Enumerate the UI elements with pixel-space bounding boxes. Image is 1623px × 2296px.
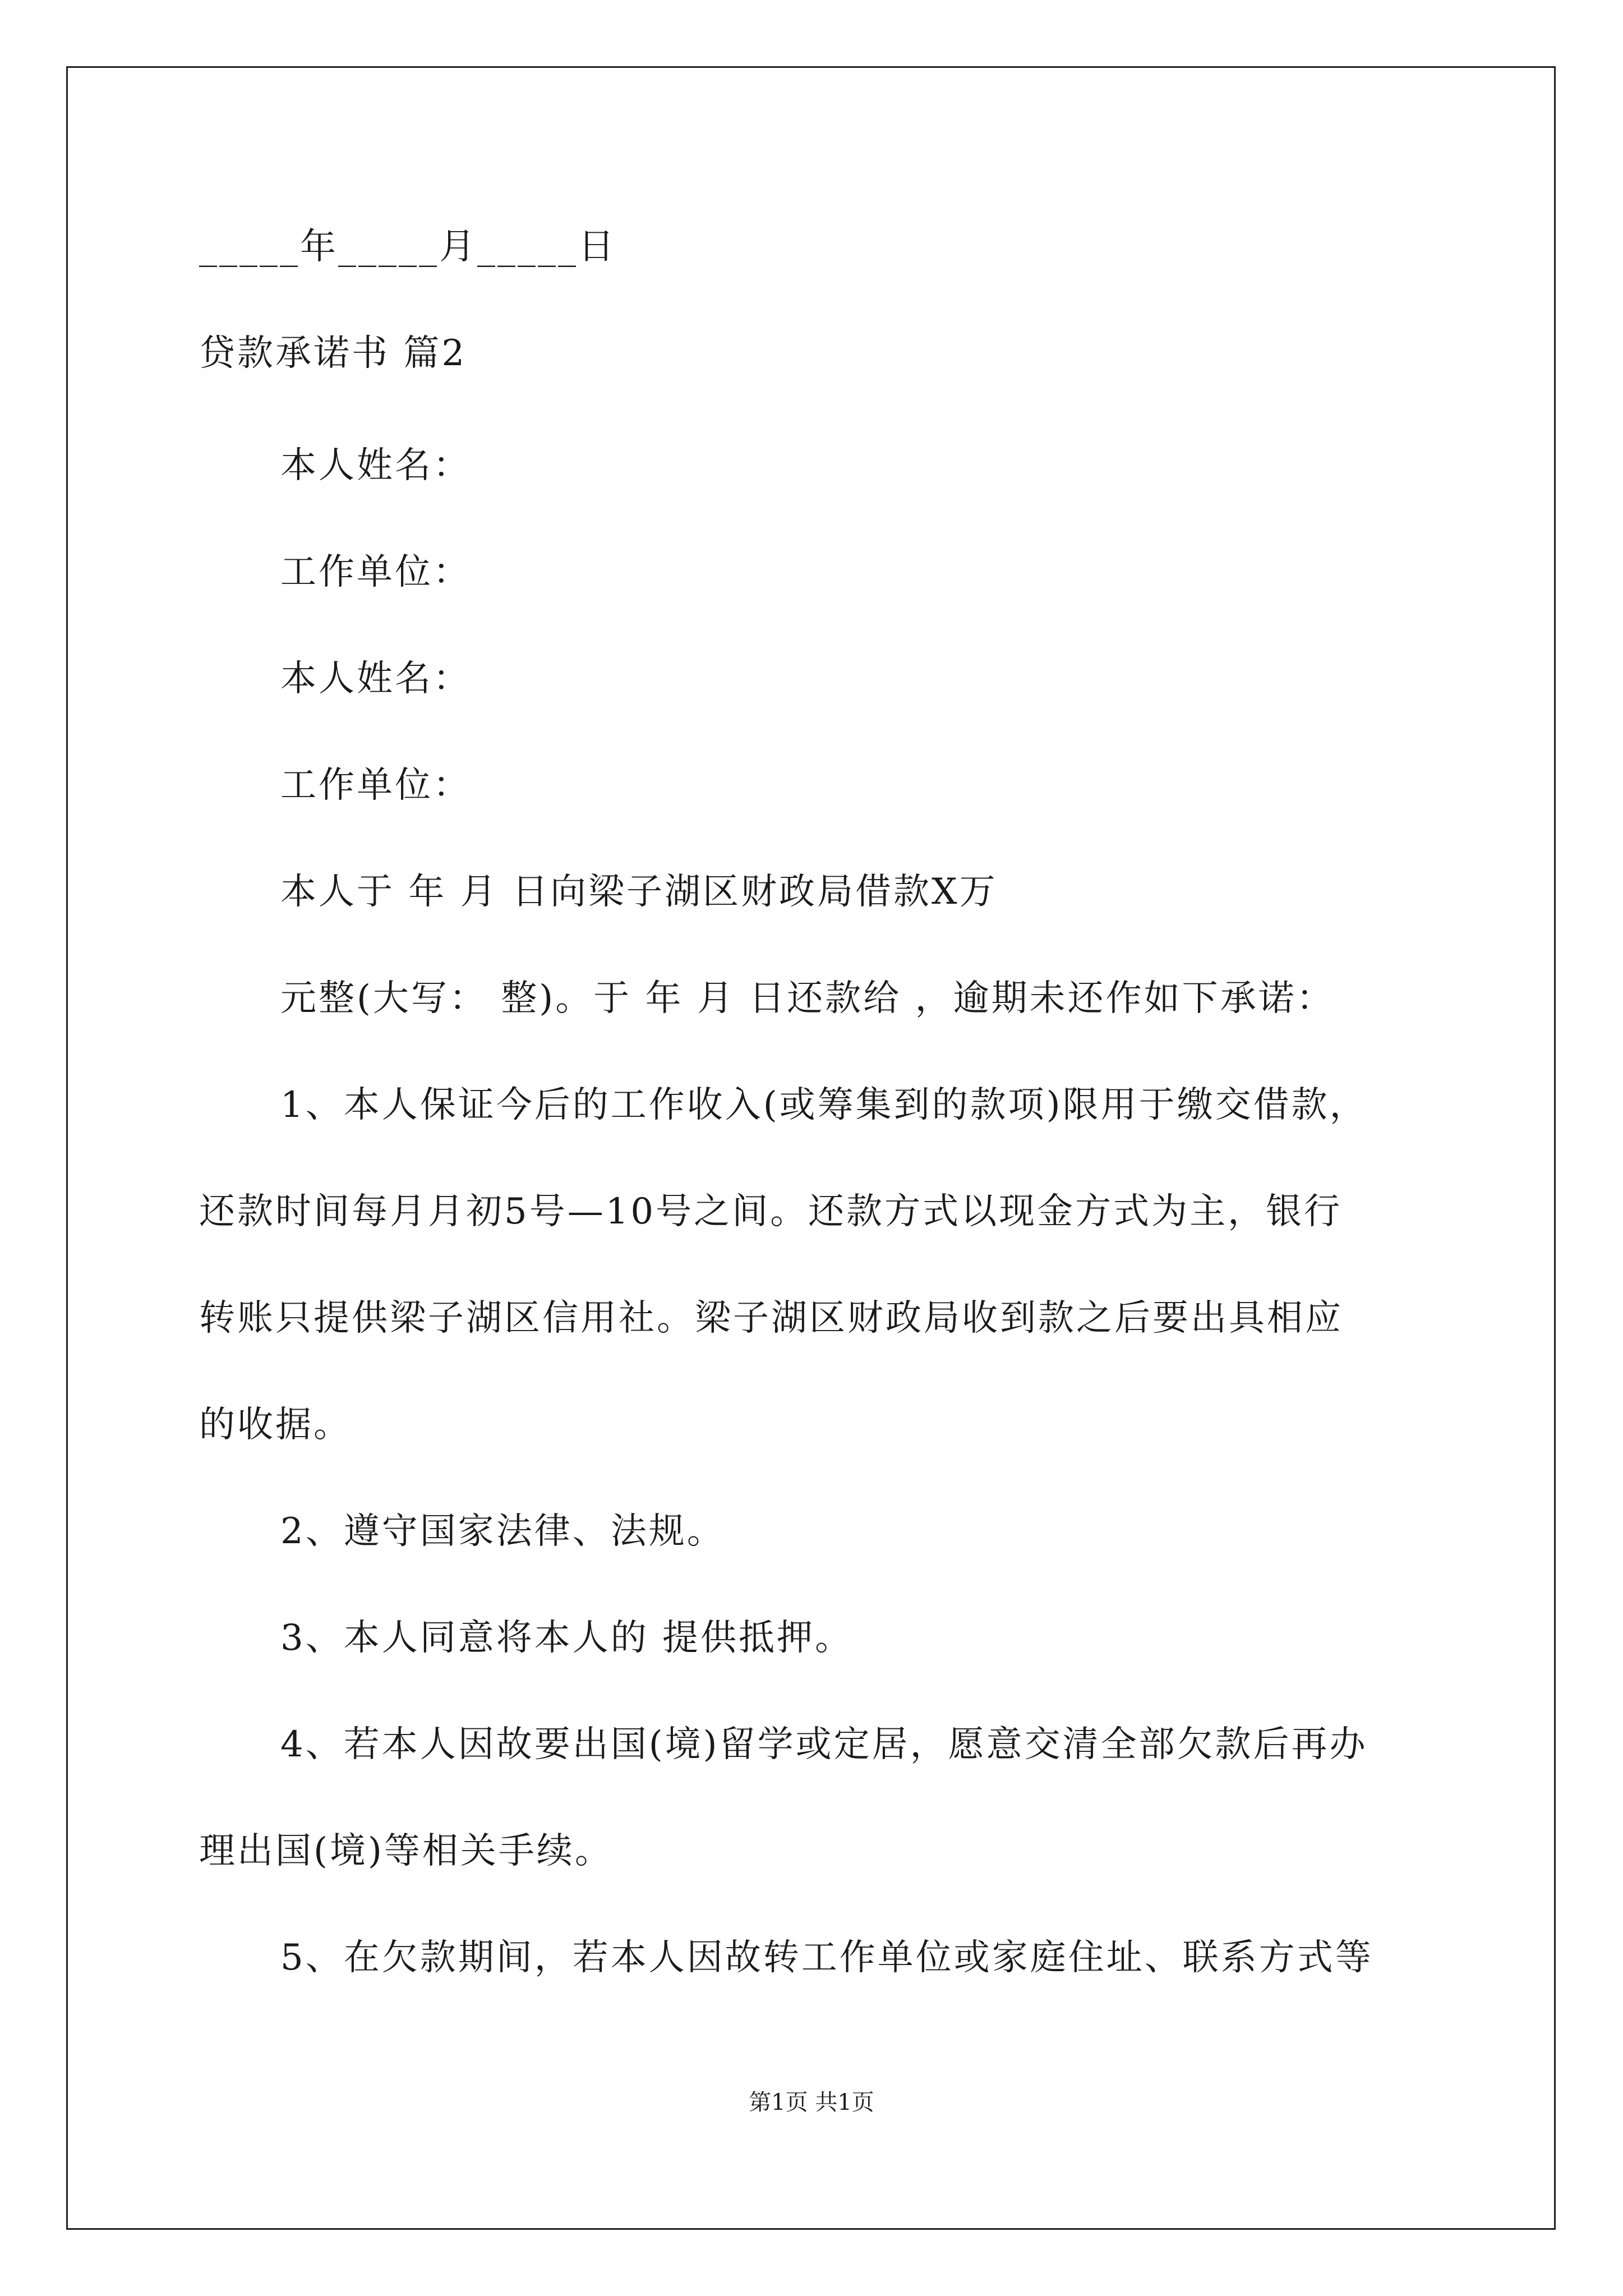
name-field-1: 本人姓名： [280,445,471,486]
clause-1-line-3: 转账只提供梁子湖区信用社。梁子湖区财政局收到款之后要出具相应 [199,1297,1343,1339]
clause-2: 2、遵守国家法律、法规。 [280,1511,725,1552]
clause-4-line-2: 理出国(境)等相关手续。 [199,1830,613,1872]
loan-statement-continued: 元整(大写： 整)。于 年 月 日还款给 ，逾期未还作如下承诺： [280,978,1335,1019]
document-heading: 贷款承诺书 篇2 [199,333,467,374]
page-footer: 第1页 共1页 [749,2090,874,2115]
clause-1-line-4: 的收据。 [199,1404,352,1446]
page-border [66,66,1556,2230]
work-unit-field-1: 工作单位： [280,551,471,593]
work-unit-field-2: 工作单位： [280,765,471,806]
clause-3: 3、本人同意将本人的 提供抵押。 [280,1617,854,1659]
loan-statement: 本人于 年 月 日向梁子湖区财政局借款X万 [280,871,998,913]
clause-5: 5、在欠款期间，若本人因故转工作单位或家庭住址、联系方式等 [280,1937,1373,1978]
date-line: _____年_____月_____日 [199,226,616,268]
clause-4: 4、若本人因故要出国(境)留学或定居，愿意交清全部欠款后再办 [280,1724,1368,1765]
clause-1-line-2: 还款时间每月月初5号—10号之间。还款方式以现金方式为主，银行 [199,1191,1343,1232]
name-field-2: 本人姓名： [280,658,471,700]
clause-1: 1、本人保证今后的工作收入(或筹集到的款项)限用于缴交借款， [280,1084,1368,1126]
